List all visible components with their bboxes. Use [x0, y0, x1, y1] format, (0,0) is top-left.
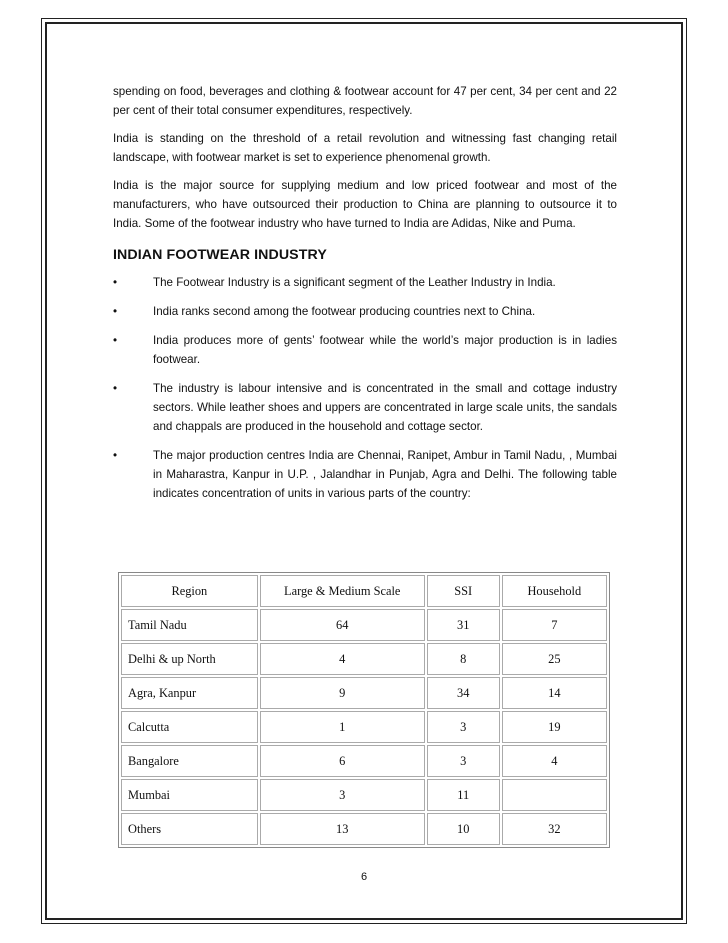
bullet-icon: • — [113, 276, 118, 289]
table-row — [121, 643, 607, 675]
cell-large-medium: 9 — [260, 677, 425, 709]
header-household: Household — [502, 575, 607, 607]
cell-ssi: 8 — [427, 643, 500, 675]
bullet-icon: • — [113, 382, 118, 395]
cell-region: Calcutta — [121, 711, 258, 743]
section-heading: INDIAN FOOTWEAR INDUSTRY — [113, 247, 327, 263]
table-row — [121, 609, 607, 641]
cell-ssi: 11 — [427, 779, 500, 811]
bullet-item — [113, 446, 617, 503]
cell-large-medium: 13 — [260, 813, 425, 845]
bullet-item — [113, 379, 617, 436]
cell-household: 25 — [502, 643, 607, 675]
cell-large-medium: 6 — [260, 745, 425, 777]
bullet-text: India produces more of gents’ footwear while the world’s major production is in ladies footwear. — [153, 334, 617, 366]
cell-region: Delhi & up North — [121, 643, 258, 675]
cell-region: Bangalore — [121, 745, 258, 777]
intro-paragraph-2: India is standing on the threshold of a retail revolution and witnessing fast changing retail landscape, with footwear market is set to experience phenomenal growth. — [113, 132, 617, 164]
document-body — [113, 82, 617, 513]
header-large-medium-scale: Large & Medium Scale — [260, 575, 425, 607]
cell-region: Others — [121, 813, 258, 845]
cell-region: Mumbai — [121, 779, 258, 811]
cell-household — [502, 779, 607, 811]
cell-household: 4 — [502, 745, 607, 777]
table-row — [121, 745, 607, 777]
cell-household: 32 — [502, 813, 607, 845]
page-number: 6 — [360, 871, 368, 883]
cell-ssi: 3 — [427, 711, 500, 743]
cell-large-medium: 4 — [260, 643, 425, 675]
bullet-icon: • — [113, 305, 118, 318]
cell-large-medium: 1 — [260, 711, 425, 743]
table-header-row — [121, 575, 607, 607]
header-ssi: SSI — [427, 575, 500, 607]
table-row — [121, 779, 607, 811]
bullet-text: The major production centres India are Chennai, Ranipet, Ambur in Tamil Nadu, , Mumbai in Maharastra, Kanpur in U.P. , Jalandhar in Punjab, Agra and Delhi. The following table indicates concentration of units in various parts of the country: — [153, 449, 617, 500]
cell-large-medium: 64 — [260, 609, 425, 641]
bullet-icon: • — [113, 449, 118, 462]
header-region: Region — [121, 575, 258, 607]
table-row — [121, 813, 607, 845]
cell-ssi: 10 — [427, 813, 500, 845]
cell-household: 19 — [502, 711, 607, 743]
cell-ssi: 34 — [427, 677, 500, 709]
cell-region: Tamil Nadu — [121, 609, 258, 641]
bullet-text: The Footwear Industry is a significant segment of the Leather Industry in India. — [153, 276, 556, 289]
table-row — [121, 711, 607, 743]
bullet-list — [113, 273, 617, 503]
intro-paragraph-1: spending on food, beverages and clothing & footwear account for 47 per cent, 34 per cent and 22 per cent of their total consumer expenditures, respectively. — [113, 85, 617, 117]
bullet-icon: • — [113, 334, 118, 347]
cell-region: Agra, Kanpur — [121, 677, 258, 709]
bullet-item — [113, 331, 617, 369]
bullet-text: India ranks second among the footwear producing countries next to China. — [153, 305, 536, 318]
cell-large-medium: 3 — [260, 779, 425, 811]
table-row — [121, 677, 607, 709]
bullet-text: The industry is labour intensive and is concentrated in the small and cottage industry sectors. While leather shoes and uppers are concentrated in large scale units, the sandals and chappals are produced in the household and cottage sector. — [153, 382, 617, 433]
units-table — [118, 572, 610, 848]
cell-ssi: 3 — [427, 745, 500, 777]
cell-ssi: 31 — [427, 609, 500, 641]
bullet-item — [113, 302, 617, 321]
cell-household: 14 — [502, 677, 607, 709]
bullet-item — [113, 273, 617, 292]
intro-paragraph-3: India is the major source for supplying medium and low priced footwear and most of the manufacturers, who have outsourced their production to China are planning to outsource it to India. Some of the footwear industry who have turned to India are Adidas, Nike and Puma. — [113, 179, 617, 230]
cell-household: 7 — [502, 609, 607, 641]
